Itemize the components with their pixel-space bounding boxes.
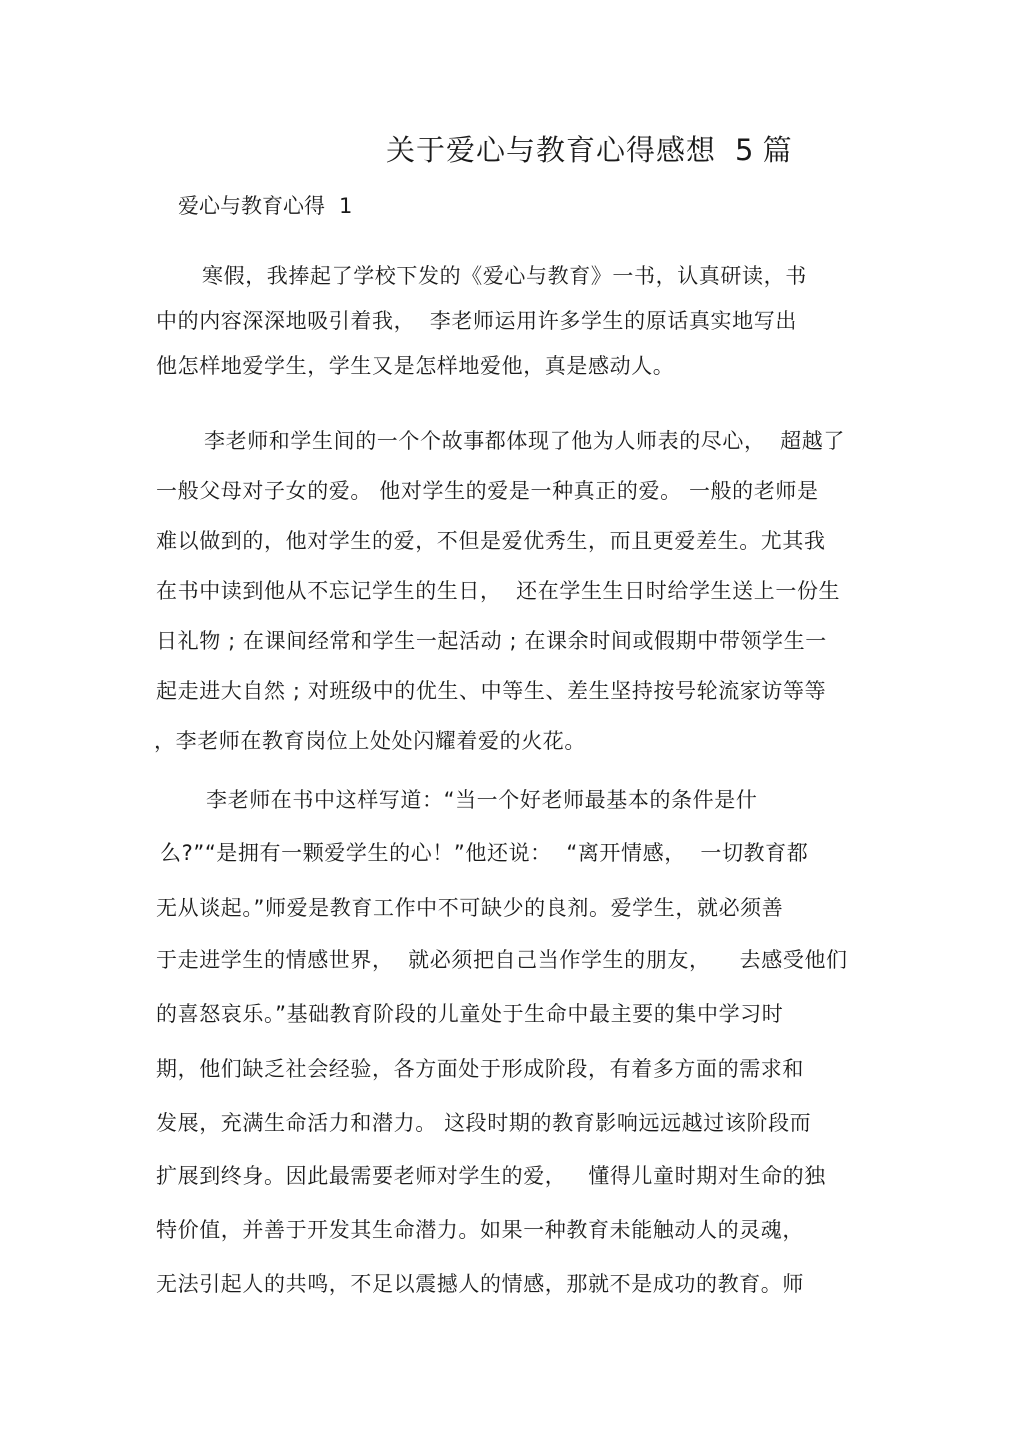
text-line: 发展，充满生命活力和潜力。 这段时期的教育影响远远越过该阶段而 xyxy=(156,1111,812,1135)
text-line: 寒假，我捧起了学校下发的《爱心与教育》一书，认真研读，书 xyxy=(202,264,807,288)
text-line: 无从谈起。”师爱是教育工作中不可缺少的良剂。爱学生，就必须善 xyxy=(156,896,784,920)
title-count: 5 篇 xyxy=(735,133,792,167)
text-line: ，李老师在教育岗位上处处闪耀着爱的火花。 xyxy=(154,729,586,753)
section-heading xyxy=(178,188,352,224)
text-line: 扩展到终身。因此最需要老师对学生的爱， 懂得儿童时期对生命的独 xyxy=(156,1164,826,1188)
text-line: 的喜怒哀乐。”基础教育阶段的儿童处于生命中最主要的集中学习时 xyxy=(156,1002,784,1026)
text-line: 中的内容深深地吸引着我， 李老师运用许多学生的原话真实地写出 xyxy=(156,309,797,333)
title-text: 关于爱心与教育心得感想 xyxy=(386,133,717,167)
text-line: 期，他们缺乏社会经验，各方面处于形成阶段，有着多方面的需求和 xyxy=(156,1057,804,1081)
text-line: 起走进大自然 ; 对班级中的优生、中等生、差生坚持按号轮流家访等等 xyxy=(156,679,827,703)
text-line: 他怎样地爱学生，学生又是怎样地爱他，真是感动人。 xyxy=(156,354,675,378)
text-line: 一般父母对子女的爱。 他对学生的爱是一种真正的爱。 一般的老师是 xyxy=(156,479,819,503)
text-line: 于走进学生的情感世界， 就必须把自己当作学生的朋友， 去感受他们 xyxy=(156,948,848,972)
text-line: 李老师在书中这样写道：“当一个好老师最基本的条件是什 xyxy=(206,788,758,812)
text-line: 难以做到的，他对学生的爱，不但是爱优秀生，而且更爱差生。尤其我 xyxy=(156,529,826,553)
section-heading-number: 1 xyxy=(339,194,353,218)
section-heading-text: 爱心与教育心得 xyxy=(178,194,325,218)
text-line: 日礼物 ; 在课间经常和学生一起活动 ; 在课余时间或假期中带领学生一 xyxy=(156,629,827,653)
text-line: 么?”“是拥有一颗爱学生的心！”他还说： “离开情感， 一切教育都 xyxy=(160,841,809,865)
text-line: 特价值，并善于开发其生命潜力。如果一种教育未能触动人的灵魂， xyxy=(156,1218,804,1242)
document-title xyxy=(0,128,1024,172)
text-line: 在书中读到他从不忘记学生的生日， 还在学生生日时给学生送上一份生 xyxy=(156,579,841,603)
text-line: 李老师和学生间的一个个故事都体现了他为人师表的尽心， 超越了 xyxy=(204,429,845,453)
text-line: 无法引起人的共鸣，不足以震撼人的情感，那就不是成功的教育。师 xyxy=(156,1272,804,1296)
